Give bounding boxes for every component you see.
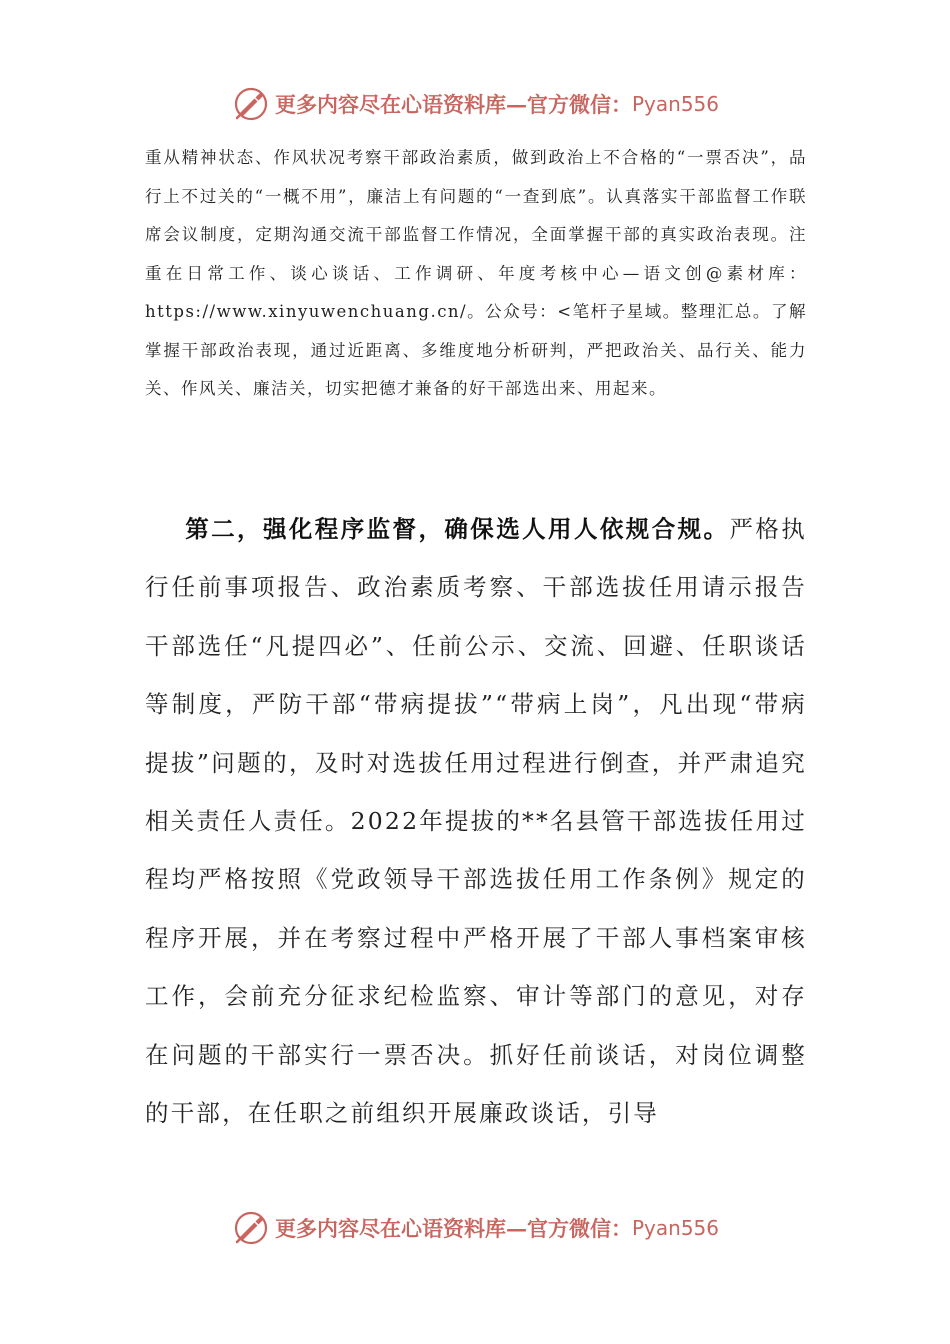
header-wechat-id: Pyan556 xyxy=(631,92,719,116)
footer-brand-text: 更多内容尽在心语资料库—官方微信： xyxy=(274,1216,632,1241)
section-body-text: 严格执行任前事项报告、政治素质考察、干部选拔任用请示报告干部选任“凡提四必”、任前公示、交流、回避、任职谈话等制度，严防干部“带病提拔”“带病上岗”，凡出现“带病提拔”问题的，及时对选拔任用过程进行倒查，并严肃追究相关责任人责任。2022年提拔的**名县管干部选拔任用过程均严格按照《党政领导干部选拔任用工作条例》规定的程序开展，并在考察过程中严格开展了干部人事档案审核工作，会前充分征求纪检监察、审计等部门的意见，对存在问题的干部实行一票否决。抓好任前谈话，对岗位调整的干部，在任职之前组织开展廉政谈话，引导 xyxy=(145,515,808,1128)
section-heading: 第二，强化程序监督，确保选人用人依规合规。 xyxy=(185,515,730,543)
body-paragraph-2 xyxy=(145,500,807,1142)
body-paragraph-1: 重从精神状态、作风状况考察干部政治素质，做到政治上不合格的“一票否决”，品行上不过关的“一概不用”，廉洁上有问题的“一查到底”。认真落实干部监督工作联席会议制度，定期沟通交流干部监督工作情况，全面掌握干部的真实政治表现。注重在日常工作、谈心谈话、工作调研、年度考核中心—语文创@素材库：https://www.xinyuwenchuang.cn/。公众号：<笔杆子星域。整理汇总。了解掌握干部政治表现，通过近距离、多维度地分析研判，严把政治关、品行关、能力关、作风关、廉洁关，切实把德才兼备的好干部选出来、用起来。 xyxy=(145,148,807,398)
pen-quill-logo-icon xyxy=(231,1208,271,1248)
footer-wechat-id: Pyan556 xyxy=(631,1216,719,1240)
header-brand-text: 更多内容尽在心语资料库—官方微信： xyxy=(274,92,632,117)
footer-banner xyxy=(0,1208,950,1248)
header-banner xyxy=(0,84,950,124)
pen-quill-logo-icon xyxy=(231,84,271,124)
